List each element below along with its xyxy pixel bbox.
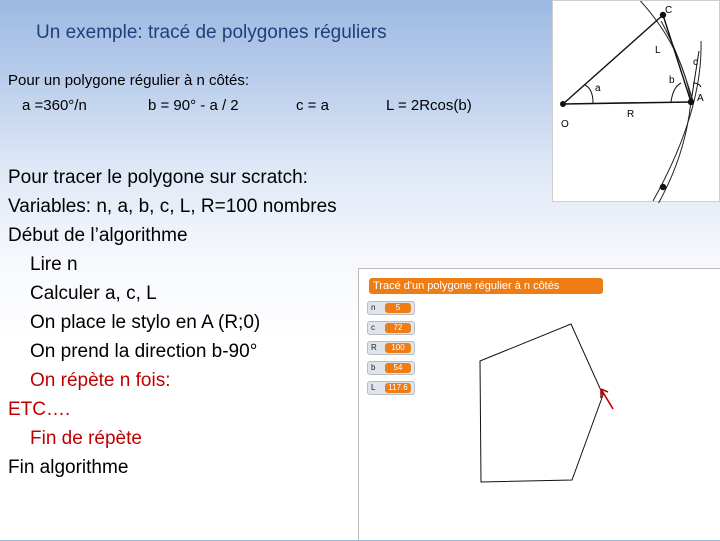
variable-value: 72	[385, 323, 411, 333]
radius-OC	[563, 15, 663, 104]
variable-value: 117.6	[385, 383, 411, 393]
algo-end: Fin algorithme	[8, 457, 129, 478]
algo-start: Début de l’algorithme	[8, 225, 188, 246]
variable-value: 100	[385, 343, 411, 353]
label-A: A	[697, 93, 704, 104]
point-lower	[660, 184, 666, 190]
formula-c: c = a	[296, 97, 329, 114]
variable-name: c	[371, 323, 375, 332]
intro-text: Pour un polygone régulier à n côtés:	[8, 72, 249, 89]
label-c: c	[693, 57, 698, 68]
scratch-stage	[358, 268, 720, 540]
variable-value: 5	[385, 303, 411, 313]
algo-variables: Variables: n, a, b, c, L, R=100 nombres	[8, 196, 337, 217]
radius-OA	[563, 102, 691, 104]
formula-b: b = 90° - a / 2	[148, 97, 239, 114]
scratch-title: Tracé d'un polygone régulier à n côtés	[369, 278, 603, 294]
variable-name: n	[371, 303, 376, 312]
geometry-figure	[553, 1, 720, 203]
drawing-canvas	[359, 269, 720, 541]
variable-name: L	[371, 383, 376, 392]
label-a: a	[595, 83, 601, 94]
page-title: Un exemple: tracé de polygones réguliers	[36, 22, 387, 43]
algo-etc: ETC….	[8, 399, 71, 420]
algo-step-pen: On place le stylo en A (R;0)	[30, 312, 261, 333]
algo-end-repeat: Fin de répète	[30, 428, 142, 449]
variable-value: 54	[385, 363, 411, 373]
label-R: R	[627, 109, 635, 120]
point-A	[688, 99, 694, 105]
formula-L: L = 2Rcos(b)	[386, 97, 472, 114]
label-O: O	[561, 119, 569, 130]
label-b: b	[669, 75, 675, 86]
pentagon-shape	[480, 324, 603, 482]
algo-step-repeat: On répète n fois:	[30, 370, 171, 391]
geometry-diagram	[552, 0, 720, 202]
side-L	[663, 15, 691, 102]
variable-name: R	[371, 343, 377, 352]
algo-step-read: Lire n	[30, 254, 78, 275]
variable-name: b	[371, 363, 376, 372]
label-C: C	[665, 5, 673, 16]
formula-a: a =360°/n	[22, 97, 87, 114]
algo-heading: Pour tracer le polygone sur scratch:	[8, 167, 308, 188]
angle-a-arc	[585, 85, 593, 103]
point-O	[560, 101, 566, 107]
label-L: L	[655, 45, 661, 56]
algo-step-compute: Calculer a, c, L	[30, 283, 157, 304]
algo-step-direction: On prend la direction b-90°	[30, 341, 258, 362]
